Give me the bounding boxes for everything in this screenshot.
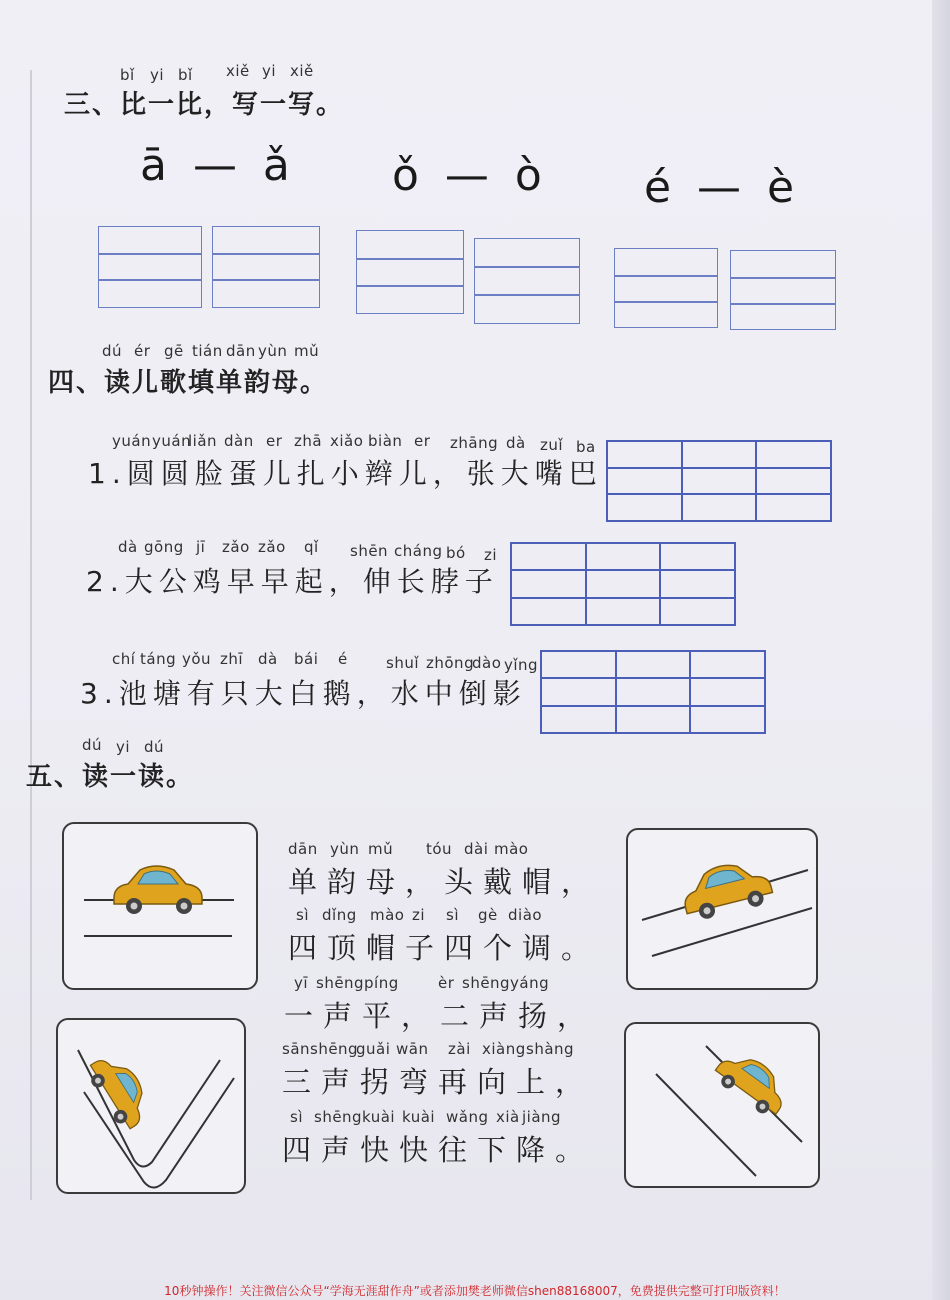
pinyin: zi	[484, 546, 498, 564]
tone-pair-e: é — è	[644, 162, 801, 213]
poem-line-5	[282, 1108, 595, 1170]
rising-road-car-icon	[626, 828, 818, 990]
pinyin: tián	[192, 342, 223, 360]
section5-title: 五、读一读。	[26, 762, 195, 792]
fill-cell[interactable]	[690, 678, 765, 705]
pinyin: dà	[258, 650, 278, 668]
pinyin: dān	[226, 342, 256, 360]
pinyin: shàng	[526, 1040, 575, 1058]
pinyin: kuài	[402, 1108, 436, 1126]
pinyin: shēng	[316, 974, 365, 992]
pinyin: sì	[446, 906, 459, 924]
fill-cell[interactable]	[586, 543, 661, 570]
pinyin: dú	[82, 736, 103, 754]
pinyin: tóu	[426, 840, 453, 858]
fill-cell[interactable]	[541, 706, 616, 733]
fill-cell[interactable]	[690, 651, 765, 678]
writing-grid[interactable]	[730, 250, 836, 330]
writing-grid[interactable]	[474, 238, 580, 324]
fill-cell[interactable]	[682, 494, 757, 521]
pinyin: yuán	[112, 432, 152, 450]
pinyin: chí	[112, 650, 136, 668]
pinyin: yùn	[258, 342, 288, 360]
pinyin: shēn	[350, 542, 389, 560]
pinyin: er	[414, 432, 431, 450]
fill-cell[interactable]	[616, 651, 691, 678]
pinyin: biàn	[368, 432, 403, 450]
pinyin: yǐng	[504, 656, 539, 674]
fill-cell[interactable]	[541, 678, 616, 705]
fill-grid	[540, 650, 766, 734]
pinyin: bǐ	[120, 66, 135, 84]
pinyin: xiǎo	[330, 432, 364, 450]
fill-cell[interactable]	[541, 651, 616, 678]
pinyin: èr	[438, 974, 455, 992]
pinyin: mào	[494, 840, 529, 858]
pinyin: liǎn	[188, 432, 218, 450]
pinyin: cháng	[394, 542, 443, 560]
pinyin: dào	[472, 654, 502, 672]
pinyin: dà	[118, 538, 138, 556]
writing-grid[interactable]	[356, 230, 464, 314]
pinyin: gōng	[144, 538, 184, 556]
fill-cell[interactable]	[616, 706, 691, 733]
pinyin: shēng	[314, 1108, 363, 1126]
pinyin: shuǐ	[386, 654, 419, 672]
fill-cell[interactable]	[607, 494, 682, 521]
pinyin: dān	[288, 840, 318, 858]
section4-header	[48, 342, 408, 398]
fill-cell[interactable]	[682, 468, 757, 495]
fill-cell[interactable]	[756, 441, 831, 468]
pinyin: sì	[296, 906, 309, 924]
pinyin: píng	[364, 974, 399, 992]
fill-grid	[606, 440, 832, 522]
rhyme-line-1	[88, 432, 608, 496]
fill-cell[interactable]	[586, 570, 661, 597]
pinyin: guǎi	[356, 1040, 391, 1058]
pinyin: yī	[294, 974, 309, 992]
pinyin: sān	[282, 1040, 311, 1058]
pinyin: ba	[576, 438, 596, 456]
pinyin: dà	[506, 434, 526, 452]
pinyin: yùn	[330, 840, 360, 858]
rhyme-text: 3.池塘有只大白鹅，水中倒影	[80, 677, 527, 710]
pinyin: sì	[290, 1108, 303, 1126]
pinyin: shēng	[310, 1040, 359, 1058]
poem-line-2	[288, 906, 601, 968]
pinyin: bǐ	[178, 66, 193, 84]
pinyin: zhōng	[426, 654, 475, 672]
pinyin: qǐ	[304, 538, 319, 556]
poem-line-1	[288, 840, 601, 902]
falling-road-car-icon	[624, 1022, 820, 1188]
pinyin: zhā	[294, 432, 323, 450]
fill-cell[interactable]	[607, 441, 682, 468]
pinyin: táng	[140, 650, 177, 668]
fill-cell[interactable]	[660, 570, 735, 597]
pinyin: mǔ	[294, 342, 320, 360]
pinyin: jiàng	[522, 1108, 562, 1126]
poem-line-4	[282, 1040, 595, 1102]
writing-grid[interactable]	[212, 226, 320, 308]
pinyin: yi	[150, 66, 165, 84]
fill-cell[interactable]	[690, 706, 765, 733]
fill-cell[interactable]	[660, 543, 735, 570]
rhyme-line-3	[80, 650, 540, 714]
fill-cell[interactable]	[682, 441, 757, 468]
pinyin: mào	[370, 906, 405, 924]
pinyin: dú	[102, 342, 123, 360]
pinyin: xiě	[290, 62, 314, 80]
footer-notice: 10秒钟操作！关注微信公众号“学海无涯甜作舟”或者添加樊老师微信shen88168007，免费提供完整可打印版资料！	[164, 1284, 786, 1298]
writing-grid[interactable]	[614, 248, 718, 328]
pinyin: zuǐ	[540, 436, 564, 454]
fill-cell[interactable]	[586, 598, 661, 625]
pinyin: zǎo	[222, 538, 250, 556]
pinyin: zài	[448, 1040, 471, 1058]
fill-cell[interactable]	[511, 543, 586, 570]
fill-cell[interactable]	[756, 468, 831, 495]
pinyin: yuán	[152, 432, 192, 450]
page-edge	[932, 0, 950, 1300]
fill-grid	[510, 542, 736, 626]
pinyin: kuài	[362, 1108, 396, 1126]
poem-text: 三声拐弯再向上，	[282, 1065, 595, 1099]
pinyin: diào	[508, 906, 543, 924]
pinyin: zhī	[220, 650, 244, 668]
binding-line	[30, 70, 32, 1200]
pinyin: er	[266, 432, 283, 450]
writing-grid[interactable]	[98, 226, 202, 308]
pinyin: yáng	[510, 974, 550, 992]
rhyme-text: 2.大公鸡早早起，伸长脖子	[86, 565, 499, 598]
fill-cell[interactable]	[607, 468, 682, 495]
section3-title: 三、比一比，写一写。	[64, 90, 345, 120]
dipping-road-car-icon	[56, 1018, 246, 1194]
tone-pair-a: ā — ǎ	[140, 140, 296, 191]
pinyin: dú	[144, 738, 165, 756]
pinyin: zi	[412, 906, 426, 924]
poem-text: 单韵母，头戴帽，	[288, 865, 601, 899]
section3-header	[64, 62, 364, 122]
section4-title: 四、读儿歌填单韵母。	[48, 368, 329, 398]
rhyme-text: 1.圆圆脸蛋儿扎小辫儿，张大嘴巴	[88, 457, 603, 490]
pinyin: yǒu	[182, 650, 212, 668]
pinyin: bó	[446, 544, 466, 562]
pinyin: xiě	[226, 62, 250, 80]
pinyin: é	[338, 650, 348, 668]
pinyin: bái	[294, 650, 319, 668]
poem-text: 一声平，二声扬，	[284, 999, 597, 1033]
pinyin: gē	[164, 342, 184, 360]
fill-cell[interactable]	[616, 678, 691, 705]
pinyin: xiàng	[482, 1040, 526, 1058]
flat-road-car-icon	[62, 822, 258, 990]
poem-text: 四顶帽子四个调。	[288, 931, 601, 965]
pinyin: zhāng	[450, 434, 499, 452]
section5-header	[26, 736, 246, 792]
fill-cell[interactable]	[511, 570, 586, 597]
pinyin: wǎng	[446, 1108, 489, 1126]
pinyin: zǎo	[258, 538, 286, 556]
pinyin: dàn	[224, 432, 254, 450]
pinyin: mǔ	[368, 840, 394, 858]
pinyin: yi	[116, 738, 131, 756]
rhyme-line-2	[86, 538, 506, 602]
pinyin: xià	[496, 1108, 520, 1126]
pinyin: wān	[396, 1040, 429, 1058]
pinyin: yi	[262, 62, 277, 80]
pinyin: ér	[134, 342, 151, 360]
fill-cell[interactable]	[756, 494, 831, 521]
pinyin: dài	[464, 840, 489, 858]
pinyin: dǐng	[322, 906, 357, 924]
pinyin: shēng	[462, 974, 511, 992]
fill-cell[interactable]	[660, 598, 735, 625]
poem-text: 四声快快往下降。	[282, 1133, 595, 1167]
poem-line-3	[284, 974, 597, 1036]
pinyin: jī	[196, 538, 206, 556]
tone-pair-o: ǒ — ò	[392, 150, 548, 201]
fill-cell[interactable]	[511, 598, 586, 625]
pinyin: gè	[478, 906, 498, 924]
